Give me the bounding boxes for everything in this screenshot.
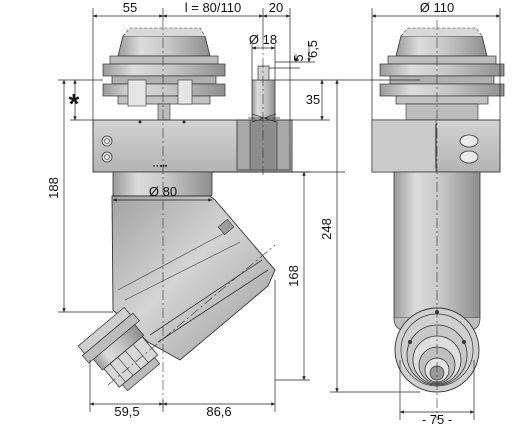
right-tool-holder: [380, 28, 504, 120]
dim-75-label: - 75 -: [421, 412, 453, 427]
svg-text:● ● ■■■: ● ● ■■■: [152, 163, 168, 168]
dim-35-label: 35: [305, 92, 321, 107]
asterisk-label: *: [68, 88, 80, 119]
spindle-stud: [237, 66, 290, 170]
dim-6-5-label: 6,5: [305, 39, 320, 59]
dim-86-6-label: 86,6: [206, 404, 232, 419]
dim-168-label: 168: [286, 265, 301, 287]
dim-59-5-label: 59,5: [114, 404, 140, 419]
right-housing: [372, 120, 500, 172]
dim-20-label: 20: [268, 0, 284, 15]
dim-d18-label: Ø 18: [248, 32, 278, 47]
tool-holder-taper: [103, 28, 225, 120]
dim-55-label: 55: [122, 0, 138, 15]
dim-188-label: 188: [46, 177, 61, 199]
dim-248-label: 248: [319, 218, 334, 240]
dim-5-label: 5: [291, 54, 306, 62]
dim-l-label: l = 80/110: [184, 0, 242, 15]
dim-d110-label: Ø 110: [419, 0, 455, 15]
dim-d80-label: Ø 80: [148, 184, 178, 199]
left-view: [76, 20, 292, 410]
